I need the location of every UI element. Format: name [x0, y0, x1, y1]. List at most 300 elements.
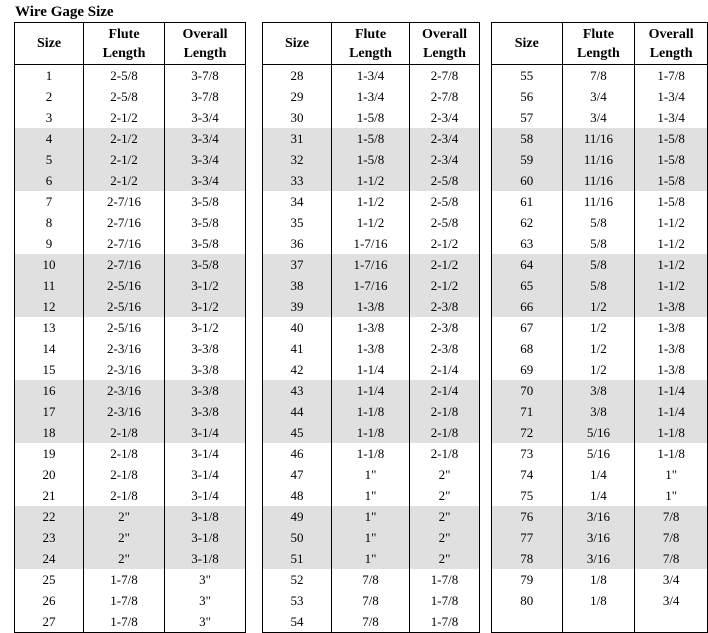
- cell-overall-length: 3-5/8: [165, 212, 246, 233]
- cell-overall-length: 7/8: [635, 506, 708, 527]
- cell-size: 16: [15, 380, 84, 401]
- cell-size: 29: [263, 86, 332, 107]
- cell-size: 35: [263, 212, 332, 233]
- cell-flute-length: 1-7/16: [332, 254, 410, 275]
- cell-overall-length: 3-3/8: [165, 338, 246, 359]
- header-flute-line2: Length: [349, 45, 392, 61]
- cell-overall-length: 3-3/4: [165, 107, 246, 128]
- cell-overall-length: 2-3/4: [410, 128, 480, 149]
- cell-overall-length: 1-7/8: [410, 590, 480, 611]
- cell-flute-length: 1": [332, 485, 410, 506]
- table-row: [492, 170, 708, 191]
- cell-size: 28: [263, 65, 332, 87]
- cell-size: 59: [492, 149, 563, 170]
- cell-size: 56: [492, 86, 563, 107]
- cell-flute-length: 2-5/16: [84, 317, 165, 338]
- cell-flute-length: 2-1/8: [84, 422, 165, 443]
- cell-overall-length: 1-1/8: [635, 422, 708, 443]
- table-row: [263, 296, 480, 317]
- cell-size: 62: [492, 212, 563, 233]
- table-row: [492, 65, 708, 87]
- cell-flute-length: 2-7/16: [84, 254, 165, 275]
- cell-size: 72: [492, 422, 563, 443]
- cell-overall-length: 2": [410, 485, 480, 506]
- cell-overall-length: 2-7/8: [410, 86, 480, 107]
- table-row: [15, 527, 246, 548]
- table-row: [15, 569, 246, 590]
- table-row: [15, 611, 246, 633]
- cell-overall-length: 1-3/8: [635, 338, 708, 359]
- table-row: [15, 296, 246, 317]
- cell-overall-length: 3/4: [635, 569, 708, 590]
- cell-flute-length: 1-1/8: [332, 422, 410, 443]
- table-row: [15, 422, 246, 443]
- cell-flute-length: 1-5/8: [332, 128, 410, 149]
- table-row: [263, 86, 480, 107]
- cell-overall-length: 3-5/8: [165, 233, 246, 254]
- cell-size: 8: [15, 212, 84, 233]
- cell-size: 71: [492, 401, 563, 422]
- table-row: [263, 254, 480, 275]
- cell-overall-length: 1-5/8: [635, 149, 708, 170]
- table-row: [15, 401, 246, 422]
- cell-flute-length: 1/8: [562, 569, 635, 590]
- cell-size: 23: [15, 527, 84, 548]
- cell-overall-length: 2-5/8: [410, 191, 480, 212]
- table-row: [15, 548, 246, 569]
- cell-flute-length: 2-1/2: [84, 149, 165, 170]
- cell-flute-length: 2-3/16: [84, 359, 165, 380]
- cell-overall-length: 2-1/4: [410, 380, 480, 401]
- cell-size: 52: [263, 569, 332, 590]
- table-row: [263, 191, 480, 212]
- table-row: [492, 233, 708, 254]
- cell-size: 2: [15, 86, 84, 107]
- table-row: [15, 107, 246, 128]
- cell-flute-length: 3/4: [562, 107, 635, 128]
- cell-overall-length: 3-3/8: [165, 359, 246, 380]
- header-overall-length: [165, 23, 246, 65]
- cell-flute-length: 2-3/16: [84, 338, 165, 359]
- cell-overall-length: 3-1/8: [165, 548, 246, 569]
- cell-size: 11: [15, 275, 84, 296]
- table-row: [15, 317, 246, 338]
- cell-overall-length: 2-1/4: [410, 359, 480, 380]
- cell-overall-length: 1": [635, 464, 708, 485]
- cell-flute-length: 5/8: [562, 275, 635, 296]
- cell-size: [492, 611, 563, 633]
- table-row: [492, 317, 708, 338]
- header-flute-line2: Length: [102, 45, 146, 61]
- cell-flute-length: 1-5/8: [332, 107, 410, 128]
- table-row: [263, 569, 480, 590]
- table-row: [492, 128, 708, 149]
- cell-flute-length: 1-3/4: [332, 65, 410, 87]
- cell-overall-length: 1": [635, 485, 708, 506]
- table-row: [15, 86, 246, 107]
- cell-overall-length: 3-3/8: [165, 380, 246, 401]
- table-row: [492, 296, 708, 317]
- cell-flute-length: 2-1/8: [84, 443, 165, 464]
- table-row: [492, 548, 708, 569]
- cell-overall-length: 1-1/2: [635, 233, 708, 254]
- cell-flute-length: 11/16: [562, 191, 635, 212]
- cell-size: 26: [15, 590, 84, 611]
- cell-size: 69: [492, 359, 563, 380]
- cell-flute-length: 3/4: [562, 86, 635, 107]
- cell-size: 20: [15, 464, 84, 485]
- table-row: [263, 380, 480, 401]
- cell-flute-length: 2": [84, 506, 165, 527]
- cell-flute-length: 1/2: [562, 296, 635, 317]
- cell-overall-length: 2-1/8: [410, 443, 480, 464]
- cell-overall-length: 2-3/4: [410, 107, 480, 128]
- cell-flute-length: 1": [332, 506, 410, 527]
- cell-flute-length: 5/16: [562, 443, 635, 464]
- cell-overall-length: 2-1/8: [410, 401, 480, 422]
- table-row: [15, 485, 246, 506]
- wire-gage-table-3: [491, 22, 708, 633]
- cell-overall-length: 3-1/4: [165, 422, 246, 443]
- table-row: [492, 611, 708, 633]
- cell-size: 36: [263, 233, 332, 254]
- cell-flute-length: 2": [84, 548, 165, 569]
- table-row: [492, 107, 708, 128]
- cell-flute-length: 3/16: [562, 527, 635, 548]
- cell-size: 33: [263, 170, 332, 191]
- cell-flute-length: 2-1/2: [84, 170, 165, 191]
- cell-flute-length: 3/8: [562, 380, 635, 401]
- cell-overall-length: 2-1/2: [410, 254, 480, 275]
- cell-flute-length: 1-3/8: [332, 317, 410, 338]
- table-row: [263, 212, 480, 233]
- table-row: [263, 149, 480, 170]
- cell-overall-length: 1-1/2: [635, 254, 708, 275]
- cell-size: 44: [263, 401, 332, 422]
- header-flute-line1: Flute: [108, 26, 140, 42]
- table-row: [263, 611, 480, 633]
- cell-flute-length: 1-1/4: [332, 380, 410, 401]
- cell-flute-length: 5/8: [562, 233, 635, 254]
- cell-size: 10: [15, 254, 84, 275]
- cell-flute-length: 1-7/8: [84, 611, 165, 633]
- table-row: [492, 569, 708, 590]
- table-body: [263, 65, 480, 633]
- table-row: [492, 275, 708, 296]
- cell-size: 34: [263, 191, 332, 212]
- cell-flute-length: 2-5/8: [84, 65, 165, 87]
- cell-overall-length: 3-1/4: [165, 443, 246, 464]
- cell-flute-length: 1-5/8: [332, 149, 410, 170]
- cell-size: 40: [263, 317, 332, 338]
- cell-flute-length: 3/16: [562, 506, 635, 527]
- cell-size: 48: [263, 485, 332, 506]
- cell-flute-length: 2-7/16: [84, 212, 165, 233]
- cell-size: 60: [492, 170, 563, 191]
- table-row: [492, 86, 708, 107]
- wire-gage-table-2: [262, 22, 480, 633]
- cell-size: 80: [492, 590, 563, 611]
- table-row: [263, 338, 480, 359]
- cell-flute-length: 1/4: [562, 485, 635, 506]
- header-flute-length: [332, 23, 410, 65]
- header-overall-line1: Overall: [182, 26, 228, 42]
- cell-overall-length: 2-7/8: [410, 65, 480, 87]
- cell-overall-length: 3-7/8: [165, 86, 246, 107]
- cell-overall-length: 7/8: [635, 548, 708, 569]
- cell-size: 38: [263, 275, 332, 296]
- table-row: [263, 359, 480, 380]
- cell-size: 1: [15, 65, 84, 87]
- wire-gage-table-1: [14, 22, 246, 633]
- cell-size: 17: [15, 401, 84, 422]
- cell-flute-length: 7/8: [332, 611, 410, 633]
- cell-overall-length: 1-7/8: [410, 611, 480, 633]
- table-row: [263, 548, 480, 569]
- cell-size: 13: [15, 317, 84, 338]
- cell-overall-length: 3-7/8: [165, 65, 246, 87]
- cell-overall-length: 3-1/8: [165, 527, 246, 548]
- cell-flute-length: 1-1/2: [332, 170, 410, 191]
- cell-overall-length: 2-3/8: [410, 338, 480, 359]
- table-row: [263, 170, 480, 191]
- cell-overall-length: 1-3/8: [635, 317, 708, 338]
- table-row: [263, 422, 480, 443]
- cell-size: 19: [15, 443, 84, 464]
- table-row: [15, 338, 246, 359]
- cell-size: 31: [263, 128, 332, 149]
- cell-size: 24: [15, 548, 84, 569]
- cell-overall-length: 3-1/4: [165, 464, 246, 485]
- table-body: [492, 65, 708, 633]
- table-row: [15, 212, 246, 233]
- cell-size: 61: [492, 191, 563, 212]
- cell-size: 12: [15, 296, 84, 317]
- header-overall-length: [410, 23, 480, 65]
- cell-size: 42: [263, 359, 332, 380]
- header-flute-length: [84, 23, 165, 65]
- cell-flute-length: 2-5/16: [84, 275, 165, 296]
- header-row: [263, 23, 480, 65]
- cell-size: 6: [15, 170, 84, 191]
- cell-size: 45: [263, 422, 332, 443]
- cell-flute-length: 1/2: [562, 338, 635, 359]
- header-overall-line1: Overall: [421, 26, 468, 42]
- table-row: [263, 317, 480, 338]
- cell-overall-length: 1-3/4: [635, 86, 708, 107]
- table-row: [263, 464, 480, 485]
- cell-size: 49: [263, 506, 332, 527]
- cell-size: 9: [15, 233, 84, 254]
- cell-size: 41: [263, 338, 332, 359]
- table-row: [15, 128, 246, 149]
- cell-overall-length: 3-3/8: [165, 401, 246, 422]
- cell-flute-length: 1/4: [562, 464, 635, 485]
- table-row: [263, 233, 480, 254]
- header-flute-line2: Length: [577, 45, 620, 61]
- cell-size: 21: [15, 485, 84, 506]
- header-flute-line1: Flute: [354, 26, 387, 42]
- cell-overall-length: 2-3/8: [410, 317, 480, 338]
- header-flute-line1: Flute: [582, 26, 614, 42]
- cell-overall-length: 3-3/4: [165, 128, 246, 149]
- table-row: [263, 443, 480, 464]
- table-row: [492, 590, 708, 611]
- table-row: [15, 380, 246, 401]
- cell-overall-length: 2": [410, 527, 480, 548]
- cell-flute-length: 2-1/8: [84, 485, 165, 506]
- cell-size: 78: [492, 548, 563, 569]
- cell-size: 79: [492, 569, 563, 590]
- cell-size: 39: [263, 296, 332, 317]
- cell-size: 74: [492, 464, 563, 485]
- cell-size: 67: [492, 317, 563, 338]
- cell-size: 75: [492, 485, 563, 506]
- cell-size: 63: [492, 233, 563, 254]
- header-overall-line2: Length: [649, 45, 693, 61]
- table-row: [492, 191, 708, 212]
- table-row: [263, 527, 480, 548]
- cell-flute-length: 5/16: [562, 422, 635, 443]
- header-overall-line2: Length: [423, 45, 466, 61]
- cell-overall-length: 1-1/2: [635, 275, 708, 296]
- cell-overall-length: 2-1/2: [410, 233, 480, 254]
- table-row: [492, 443, 708, 464]
- header-size: Size: [492, 23, 563, 65]
- table-row: [263, 107, 480, 128]
- cell-flute-length: 1-7/16: [332, 275, 410, 296]
- table-row: [492, 149, 708, 170]
- cell-size: 18: [15, 422, 84, 443]
- cell-overall-length: 1-1/2: [635, 212, 708, 233]
- cell-size: 70: [492, 380, 563, 401]
- cell-size: 43: [263, 380, 332, 401]
- cell-flute-length: 1-3/8: [332, 338, 410, 359]
- cell-overall-length: 3-1/8: [165, 506, 246, 527]
- cell-size: 30: [263, 107, 332, 128]
- cell-size: 73: [492, 443, 563, 464]
- cell-size: 47: [263, 464, 332, 485]
- cell-flute-length: 1-1/8: [332, 443, 410, 464]
- cell-flute-length: 11/16: [562, 170, 635, 191]
- cell-size: 37: [263, 254, 332, 275]
- cell-overall-length: 1-5/8: [635, 128, 708, 149]
- table-row: [492, 401, 708, 422]
- cell-overall-length: 2-1/2: [410, 275, 480, 296]
- cell-size: 22: [15, 506, 84, 527]
- cell-flute-length: 1/2: [562, 317, 635, 338]
- cell-flute-length: 1-3/4: [332, 86, 410, 107]
- table-row: [15, 590, 246, 611]
- cell-flute-length: 2": [84, 527, 165, 548]
- table-row: [263, 506, 480, 527]
- cell-overall-length: 3/4: [635, 590, 708, 611]
- cell-size: 27: [15, 611, 84, 633]
- cell-flute-length: 11/16: [562, 149, 635, 170]
- table-row: [492, 338, 708, 359]
- table-row: [492, 254, 708, 275]
- cell-size: 53: [263, 590, 332, 611]
- cell-overall-length: 3": [165, 611, 246, 633]
- cell-size: 15: [15, 359, 84, 380]
- table-row: [15, 443, 246, 464]
- cell-overall-length: 1-5/8: [635, 170, 708, 191]
- table-row: [263, 485, 480, 506]
- cell-flute-length: 1-7/16: [332, 233, 410, 254]
- cell-overall-length: 3-1/2: [165, 275, 246, 296]
- cell-flute-length: 1-1/2: [332, 191, 410, 212]
- cell-overall-length: 1-1/4: [635, 380, 708, 401]
- cell-flute-length: 3/16: [562, 548, 635, 569]
- table-row: [15, 191, 246, 212]
- cell-flute-length: 1-1/8: [332, 401, 410, 422]
- cell-size: 14: [15, 338, 84, 359]
- table-row: [492, 527, 708, 548]
- table-row: [263, 590, 480, 611]
- cell-size: 64: [492, 254, 563, 275]
- cell-flute-length: 1-1/4: [332, 359, 410, 380]
- table-row: [263, 65, 480, 87]
- cell-flute-length: 2-5/8: [84, 86, 165, 107]
- table-row: [492, 506, 708, 527]
- cell-size: 68: [492, 338, 563, 359]
- cell-size: 3: [15, 107, 84, 128]
- table-row: [492, 212, 708, 233]
- cell-flute-length: 7/8: [332, 569, 410, 590]
- cell-size: 76: [492, 506, 563, 527]
- cell-overall-length: 2-5/8: [410, 170, 480, 191]
- cell-overall-length: 1-7/8: [635, 65, 708, 87]
- cell-overall-length: 2": [410, 506, 480, 527]
- header-overall-line2: Length: [183, 45, 227, 61]
- cell-flute-length: 1-3/8: [332, 296, 410, 317]
- cell-overall-length: 1-7/8: [410, 569, 480, 590]
- cell-overall-length: 1-5/8: [635, 191, 708, 212]
- cell-overall-length: 3-1/4: [165, 485, 246, 506]
- cell-size: 57: [492, 107, 563, 128]
- cell-flute-length: 2-7/16: [84, 233, 165, 254]
- cell-overall-length: 3-3/4: [165, 149, 246, 170]
- table-row: [15, 275, 246, 296]
- cell-overall-length: 2-3/4: [410, 149, 480, 170]
- cell-flute-length: [562, 611, 635, 633]
- cell-overall-length: 1-3/8: [635, 296, 708, 317]
- cell-overall-length: 7/8: [635, 527, 708, 548]
- cell-overall-length: 1-3/8: [635, 359, 708, 380]
- table-row: [492, 422, 708, 443]
- cell-flute-length: 2-7/16: [84, 191, 165, 212]
- header-overall-length: [635, 23, 708, 65]
- cell-flute-length: 2-3/16: [84, 401, 165, 422]
- cell-size: 50: [263, 527, 332, 548]
- cell-size: 55: [492, 65, 563, 87]
- cell-size: 25: [15, 569, 84, 590]
- cell-flute-length: 5/8: [562, 212, 635, 233]
- cell-overall-length: 3-1/2: [165, 296, 246, 317]
- cell-flute-length: 2-3/16: [84, 380, 165, 401]
- cell-size: 54: [263, 611, 332, 633]
- header-overall-line1: Overall: [648, 26, 694, 42]
- cell-size: 51: [263, 548, 332, 569]
- table-row: [492, 485, 708, 506]
- cell-overall-length: 1-3/4: [635, 107, 708, 128]
- table-row: [492, 380, 708, 401]
- table-row: [492, 359, 708, 380]
- table-row: [263, 128, 480, 149]
- cell-flute-length: 3/8: [562, 401, 635, 422]
- cell-flute-length: 2-1/2: [84, 107, 165, 128]
- cell-overall-length: 3": [165, 590, 246, 611]
